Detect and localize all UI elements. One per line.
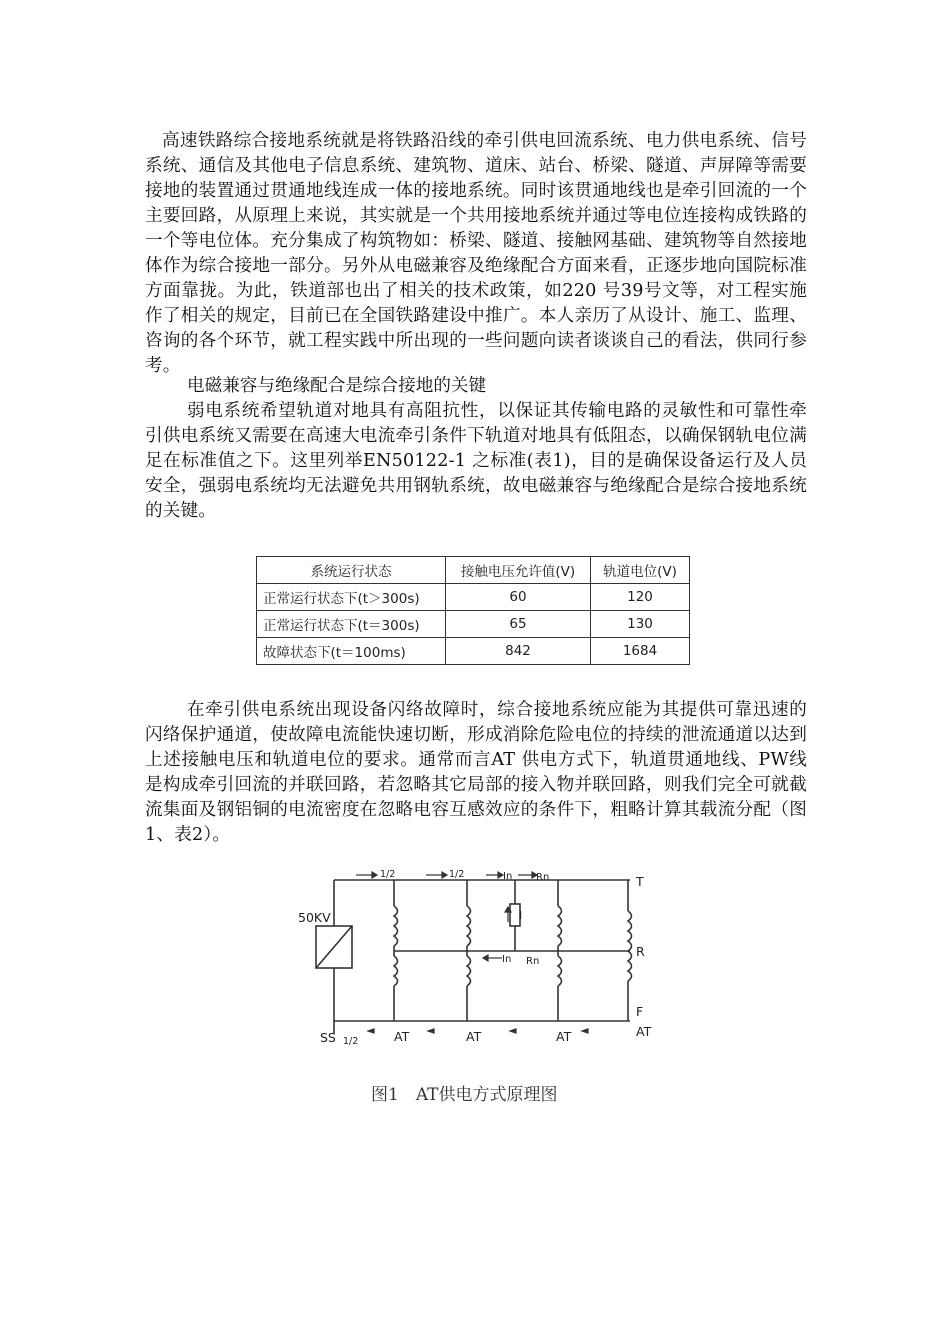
table-cell: 842 <box>446 638 591 665</box>
source-box <box>316 926 352 968</box>
table-1 <box>256 556 690 665</box>
t-label: T <box>636 874 644 889</box>
table-cell: 正常运行状态下(t＝300s) <box>257 611 446 638</box>
table-cell: 故障状态下(t＝100ms) <box>257 638 446 665</box>
emc-paragraph: 弱电系统希望轨道对地具有高阻抗性，以保证其传输电路的灵敏性和可靠性牵引供电系统又需要在高速大电流牵引条件下轨道对地具有低阻态，以确保钢轨电位满足在标准值之下。这里列举EN50122-1 之标准(表1)，目的是确保设备运行及人员安全，强弱电系统均无法避免共用钢轨系统，故电磁兼容与绝缘配合是综合接地系统的关键。 <box>145 401 807 521</box>
table-row <box>257 638 690 665</box>
at-circuit-diagram <box>290 856 670 1056</box>
source-label: 50KV <box>298 910 331 925</box>
table-header-contact-voltage: 接触电压允许值(V) <box>446 557 591 584</box>
half-label-1: 1/2 <box>380 869 396 880</box>
half-label-2: 1/2 <box>449 869 465 880</box>
figure-caption: 图1 AT供电方式原理图 <box>371 1085 558 1105</box>
half-label-ss: 1/2 <box>343 1036 359 1047</box>
in-label-mid: In <box>502 954 512 965</box>
table-header-row <box>257 557 690 584</box>
i-label: I <box>519 909 523 922</box>
at-label-4: AT <box>636 1024 652 1039</box>
table-cell: 正常运行状态下(t＞300s) <box>257 584 446 611</box>
r-label: R <box>636 944 645 959</box>
f-label: F <box>636 1004 644 1019</box>
table-header-rail-potential: 轨道电位(V) <box>591 557 690 584</box>
table-header-state: 系统运行状态 <box>257 557 446 584</box>
at-label-3: AT <box>556 1029 572 1044</box>
rn-label: Rn <box>536 872 550 883</box>
table-cell: 65 <box>446 611 591 638</box>
intro-paragraph: 高速铁路综合接地系统就是将铁路沿线的牵引供电回流系统、电力供电系统、信号系统、通信及其他电子信息系统、建筑物、道床、站台、桥梁、隧道、声屏障等需要接地的装置通过贯通地线连成一体的接地系统。同时该贯通地线也是牵引回流的一个主要回路，从原理上来说，其实就是一个共用接地系统并通过等电位连接构成铁路的一个等电位体。充分集成了构筑物如：桥梁、隧道、接触网基础、建筑物等自然接地体作为综合接地一部分。另外从电磁兼容及绝缘配合方面来看，正逐步地向国院标准方面靠拢。为此，铁道部也出了相关的技术政策，如220 号39号文等，对工程实施作了相关的规定，目前已在全国铁路建设中推广。本人亲历了从设计、施工、监理、咨询的各个环节，就工程实践中所出现的一些问题向读者谈谈自己的看法，供同行参考。 <box>145 131 807 376</box>
fault-paragraph: 在牵引供电系统出现设备闪络故障时，综合接地系统应能为其提供可靠迅速的闪络保护通道，使故障电流能快速切断，形成消除危险电位的持续的泄流通道以达到上述接触电压和轨道电位的要求。通常而言AT 供电方式下，轨道贯通地线、PW线是构成牵引回流的并联回路，若忽略其它局部的接入物并联回路，则我们完全可就截流集面及钢铝铜的电流密度在忽略电容互感效应的条件下，粗略计算其载流分配（图1、表2）。 <box>145 700 807 845</box>
table-cell: 120 <box>591 584 690 611</box>
in-label-top: In <box>503 871 513 882</box>
at-label-1: AT <box>394 1029 410 1044</box>
arrows <box>356 872 588 1033</box>
rn-label-mid: Rn <box>526 956 540 967</box>
table-cell: 1684 <box>591 638 690 665</box>
table-row <box>257 611 690 638</box>
section-heading: 电磁兼容与绝缘配合是综合接地的关键 <box>187 376 487 396</box>
at-transformer-4 <box>628 880 632 1021</box>
at-label-2: AT <box>466 1029 482 1044</box>
table-cell: 130 <box>591 611 690 638</box>
ss-label: SS <box>320 1030 336 1045</box>
table-row <box>257 584 690 611</box>
table-cell: 60 <box>446 584 591 611</box>
